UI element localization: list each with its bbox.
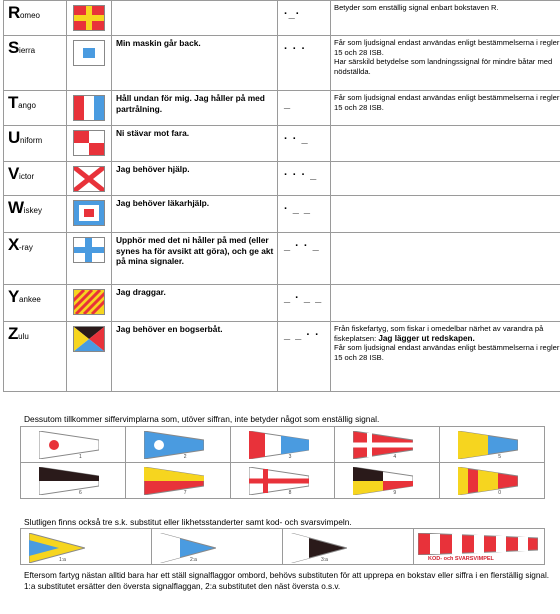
pennant-2-icon	[144, 431, 204, 459]
meaning-text: Jag draggar.	[116, 287, 166, 297]
meaning-text: Håll undan för mig. Jag håller på med partrålning.	[116, 93, 265, 114]
pennant-cell: 3	[230, 427, 335, 463]
pennant-7-icon	[144, 467, 204, 495]
note-text: Betyder som enställig signal enbart bokstaven R.	[334, 3, 499, 12]
pennant-cell: 5	[440, 427, 545, 463]
pennant-5-icon	[458, 431, 518, 459]
meaning-text: Upphör med det ni håller på med (eller synes ha för avsikt att göra), och ge akt på mina signaler.	[116, 235, 274, 266]
flag-yankee-icon	[73, 289, 105, 315]
numeral-pennant-grid	[20, 426, 545, 499]
letter-cell: Yankee	[8, 287, 41, 306]
meaning-text: Jag behöver hjälp.	[116, 164, 190, 174]
substitute-cell: 3:a	[283, 529, 414, 565]
pennant-cell: 2	[125, 427, 230, 463]
signal-flag-table	[3, 0, 560, 392]
answering-pennant-icon	[418, 533, 538, 555]
pennant-6-icon	[39, 467, 99, 495]
morse-code: _ · · _	[284, 240, 320, 252]
flag-tango-icon	[73, 95, 105, 121]
table-row	[4, 36, 560, 91]
note-text: Får som ljudsignal endast användas enligt bestämmelserna i regler 15 och 28 ISB. Har särskild betydelse som landningssignal för mindre båtar med nödställda.	[334, 38, 560, 76]
pennant-cell: 6	[21, 463, 126, 499]
pennant-cell: 0	[440, 463, 545, 499]
morse-code: · _ _	[284, 203, 312, 215]
substitute-cell: 2:a	[152, 529, 283, 565]
substitute-1-icon	[29, 533, 85, 563]
pennant-4-icon	[353, 431, 413, 459]
meaning-text: Ni stävar mot fara.	[116, 128, 190, 138]
letter-cell: Tango	[8, 93, 36, 112]
meaning-text: Jag behöver läkarhjälp.	[116, 198, 210, 208]
pennant-8-icon	[249, 467, 309, 495]
numeral-caption: Dessutom tillkommer siffervimplarna som, utöver siffran, inte betyder något som enställig signal.	[24, 414, 380, 424]
morse-code: _	[284, 98, 292, 110]
letter-cell: Romeo	[8, 3, 40, 22]
letter-cell: X-ray	[8, 235, 33, 254]
pennant-cell: 7	[125, 463, 230, 499]
letter-cell: Sierra	[8, 38, 36, 57]
meaning-text: Jag behöver en bogserbåt.	[116, 324, 223, 334]
table-row	[4, 162, 560, 196]
substitute-2-icon	[160, 533, 216, 563]
morse-code: · · ·	[284, 43, 307, 55]
pennant-cell: 4	[335, 427, 440, 463]
letter-cell: Wiskey	[8, 198, 42, 217]
table-row	[4, 126, 560, 162]
footer-paragraph: Eftersom fartyg nästan alltid bara har ett ställ signalflaggor ombord, behövs substituten för att upprepa en bokstav eller siffra i en flerställig signal. 1:a substitutet ersätter den översta signalflaggan, 2:a substitutet den näst översta o.s.v.	[24, 571, 550, 591]
letter-cell: Zulu	[8, 324, 29, 343]
morse-code: _ _ · ·	[284, 329, 320, 341]
pennant-3-icon	[249, 431, 309, 459]
flag-victor-icon	[73, 166, 105, 192]
morse-code: · · · _	[284, 169, 318, 181]
pennant-9-icon	[353, 467, 413, 495]
note-text: Från fiskefartyg, som fiskar i omedelbar närhet av varandra på fiskeplatsen: Jag lägger ut redskapen. Får som ljudsignal endast användas enligt bestämmelserna i regler 15 och 28 ISB.	[334, 324, 560, 362]
answering-pennant-cell: KOD- och SVARSVIMPEL	[414, 529, 545, 565]
table-row	[4, 196, 560, 233]
note-text: Får som ljudsignal endast användas enligt bestämmelserna i regler 15 och 28 ISB.	[334, 93, 560, 112]
flag-zulu-icon	[73, 326, 105, 352]
pennant-cell: 1	[21, 427, 126, 463]
letter-cell: Uniform	[8, 128, 43, 147]
substitute-caption: Slutligen finns också tre s.k. substitut eller likhetsstanderter samt kod- och svarsvimpeln.	[24, 517, 352, 527]
pennant-1-icon	[39, 431, 99, 459]
table-row	[4, 322, 560, 392]
morse-code: _ · _ _	[284, 292, 323, 304]
flag-sierra-icon	[73, 40, 105, 66]
pennant-0-icon	[458, 467, 518, 495]
table-row	[4, 91, 560, 126]
flag-xray-icon	[73, 237, 105, 263]
table-row	[4, 233, 560, 285]
morse-code: · · _	[284, 133, 309, 145]
substitute-3-icon	[291, 533, 347, 563]
meaning-text	[112, 1, 277, 3]
pennant-cell: 8	[230, 463, 335, 499]
morse-code: ·_·	[284, 8, 301, 20]
table-row	[4, 1, 560, 36]
substitute-cell: 1:a	[21, 529, 152, 565]
pennant-cell: 9	[335, 463, 440, 499]
flag-romeo-icon	[73, 5, 105, 31]
letter-cell: Victor	[8, 164, 35, 183]
table-row	[4, 285, 560, 322]
flag-uniform-icon	[73, 130, 105, 156]
flag-whiskey-icon	[73, 200, 105, 226]
substitute-grid	[20, 528, 545, 565]
meaning-text: Min maskin går back.	[116, 38, 201, 48]
